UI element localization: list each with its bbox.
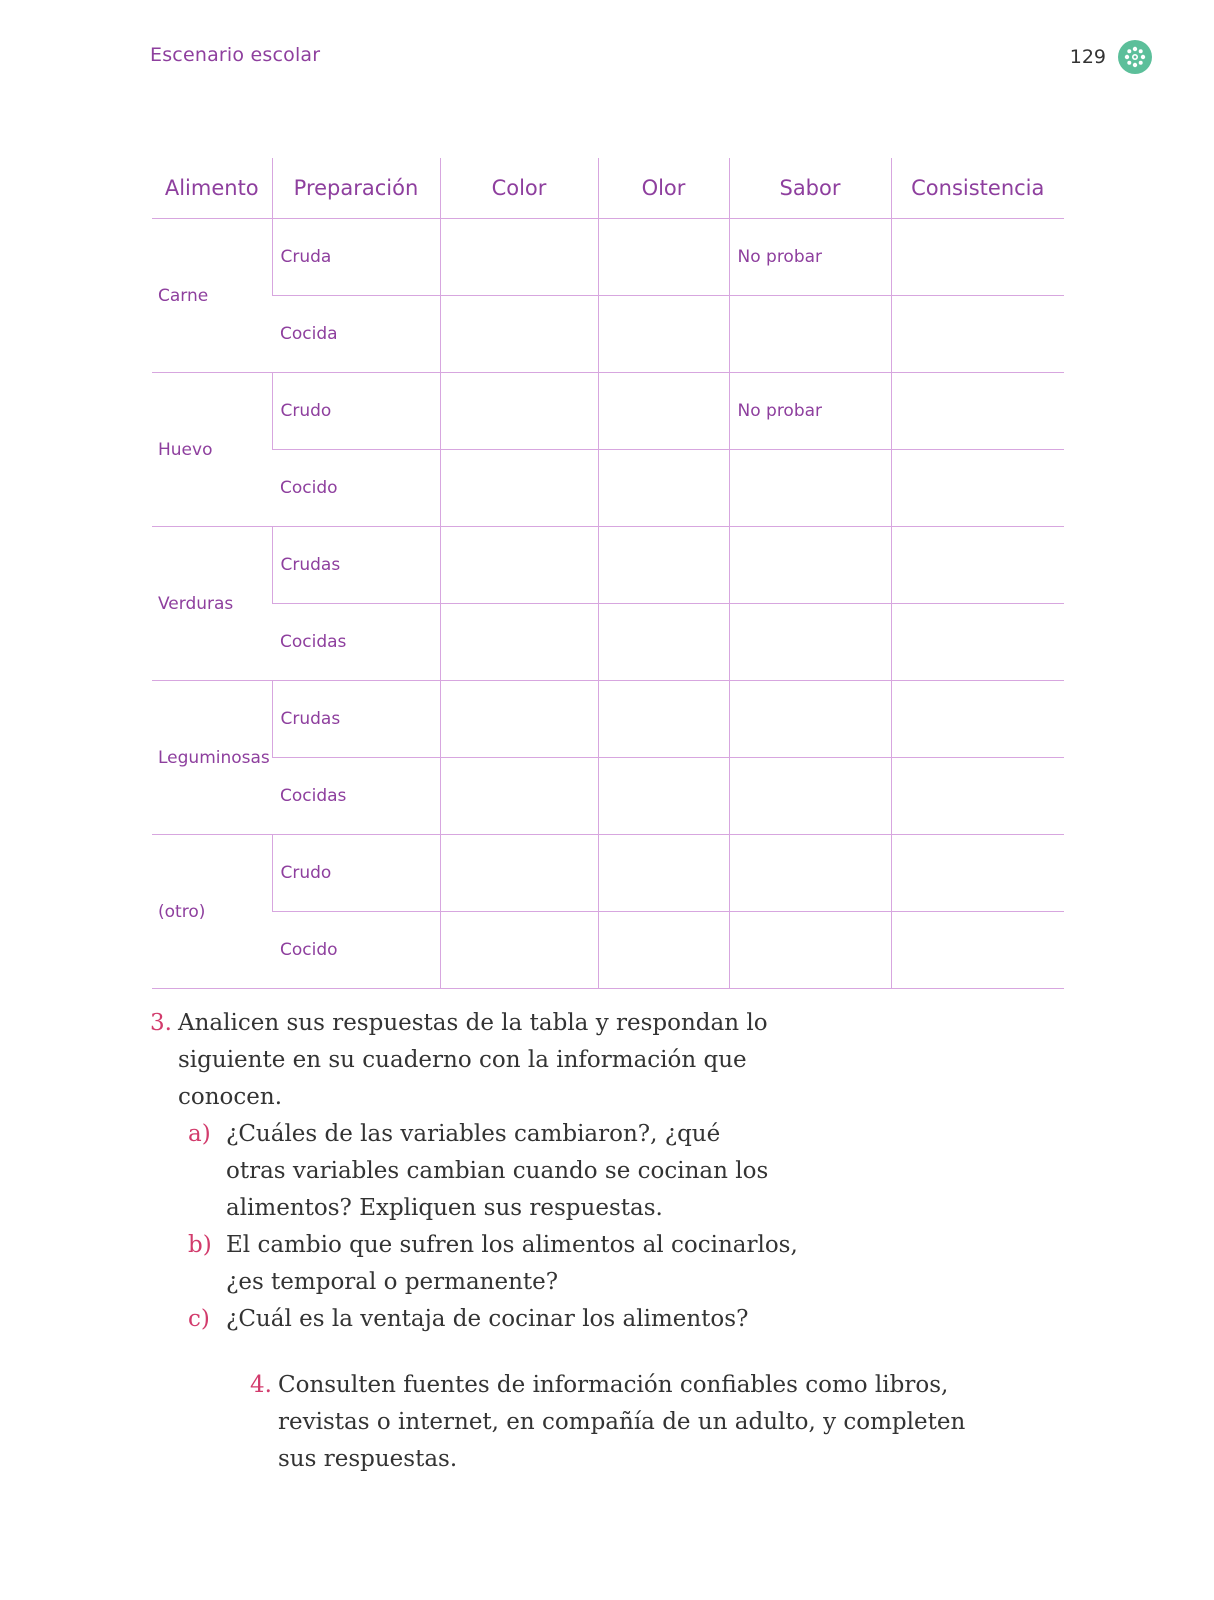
prep-cell: Cocido xyxy=(272,450,440,527)
color-cell[interactable] xyxy=(440,604,598,681)
sabor-cell[interactable] xyxy=(729,604,891,681)
color-cell[interactable] xyxy=(440,450,598,527)
olor-cell[interactable] xyxy=(598,219,729,296)
sabor-cell[interactable] xyxy=(729,912,891,989)
food-cell: Leguminosas xyxy=(152,681,272,835)
activity-number: 3. xyxy=(150,1010,172,1036)
sabor-cell[interactable] xyxy=(729,681,891,758)
prep-cell: Crudas xyxy=(272,527,440,604)
column-header-color: Color xyxy=(440,158,598,219)
observation-table xyxy=(152,158,1064,989)
table-row xyxy=(152,681,1064,758)
section-title: Escenario escolar xyxy=(150,44,321,66)
olor-cell[interactable] xyxy=(598,758,729,835)
column-header-sabor: Sabor xyxy=(729,158,891,219)
olor-cell[interactable] xyxy=(598,912,729,989)
column-header-preparacion: Preparación xyxy=(272,158,440,219)
consistencia-cell[interactable] xyxy=(891,296,1064,373)
text-line: sus respuestas. xyxy=(278,1446,458,1472)
sabor-cell[interactable] xyxy=(729,758,891,835)
column-header-alimento: Alimento xyxy=(152,158,272,219)
question-list xyxy=(150,1116,850,1338)
color-cell[interactable] xyxy=(440,219,598,296)
consistencia-cell[interactable] xyxy=(891,912,1064,989)
table-row xyxy=(152,450,1064,527)
prep-cell: Cocida xyxy=(272,296,440,373)
sabor-cell[interactable] xyxy=(729,527,891,604)
text-line: conocen. xyxy=(178,1084,283,1110)
text-line: ¿es temporal o permanente? xyxy=(226,1269,559,1295)
text-line: otras variables cambian cuando se cocinan los xyxy=(226,1158,769,1184)
olor-cell[interactable] xyxy=(598,681,729,758)
text-line: ¿Cuál es la ventaja de cocinar los alimentos? xyxy=(226,1306,749,1332)
prep-cell: Cocidas xyxy=(272,604,440,681)
consistencia-cell[interactable] xyxy=(891,758,1064,835)
table-row xyxy=(152,835,1064,912)
food-cell[interactable]: (otro) xyxy=(152,835,272,989)
color-cell[interactable] xyxy=(440,527,598,604)
prep-cell: Crudas xyxy=(272,681,440,758)
color-cell[interactable] xyxy=(440,758,598,835)
table-header-row xyxy=(152,158,1064,219)
olor-cell[interactable] xyxy=(598,373,729,450)
text-line: siguiente en su cuaderno con la información que xyxy=(178,1047,747,1073)
gear-flower-icon xyxy=(1118,40,1152,74)
text-line: Analicen sus respuestas de la tabla y respondan lo xyxy=(178,1010,768,1036)
consistencia-cell[interactable] xyxy=(891,835,1064,912)
text-line: El cambio que sufren los alimentos al cocinarlos, xyxy=(226,1232,798,1258)
activity-number: 4. xyxy=(250,1372,272,1398)
sabor-cell[interactable] xyxy=(729,450,891,527)
consistencia-cell[interactable] xyxy=(891,219,1064,296)
olor-cell[interactable] xyxy=(598,604,729,681)
text-line: ¿Cuáles de las variables cambiaron?, ¿qué xyxy=(226,1121,721,1147)
question-c xyxy=(188,1301,850,1338)
question-b xyxy=(188,1227,850,1301)
consistencia-cell[interactable] xyxy=(891,450,1064,527)
table-row xyxy=(152,527,1064,604)
table-row xyxy=(152,604,1064,681)
color-cell[interactable] xyxy=(440,373,598,450)
text-line: alimentos? Expliquen sus respuestas. xyxy=(226,1195,663,1221)
column-header-consistencia: Consistencia xyxy=(891,158,1064,219)
text-line: Consulten fuentes de información confiables como libros, xyxy=(278,1372,949,1398)
activity-3-intro xyxy=(150,1005,850,1116)
food-cell: Verduras xyxy=(152,527,272,681)
prep-cell: Crudo xyxy=(272,835,440,912)
table-row xyxy=(152,373,1064,450)
question-a xyxy=(188,1116,850,1227)
food-cell: Huevo xyxy=(152,373,272,527)
prep-cell: Cocidas xyxy=(272,758,440,835)
olor-cell[interactable] xyxy=(598,835,729,912)
color-cell[interactable] xyxy=(440,912,598,989)
prep-cell: Cocido xyxy=(272,912,440,989)
color-cell[interactable] xyxy=(440,835,598,912)
color-cell[interactable] xyxy=(440,296,598,373)
prep-cell: Cruda xyxy=(272,219,440,296)
activity-4 xyxy=(250,1367,1010,1478)
color-cell[interactable] xyxy=(440,681,598,758)
sabor-cell: No probar xyxy=(729,373,891,450)
column-header-olor: Olor xyxy=(598,158,729,219)
consistencia-cell[interactable] xyxy=(891,681,1064,758)
olor-cell[interactable] xyxy=(598,450,729,527)
page-number: 129 xyxy=(1069,46,1106,68)
question-label: a) xyxy=(188,1121,211,1147)
sabor-cell[interactable] xyxy=(729,835,891,912)
page-header-right xyxy=(1070,40,1152,74)
activity-3 xyxy=(150,1005,850,1338)
prep-cell: Crudo xyxy=(272,373,440,450)
question-label: b) xyxy=(188,1232,212,1258)
observation-table-wrap xyxy=(152,158,1064,989)
question-label: c) xyxy=(188,1306,210,1332)
sabor-cell[interactable] xyxy=(729,296,891,373)
activity-4-text xyxy=(250,1367,1010,1478)
consistencia-cell[interactable] xyxy=(891,604,1064,681)
olor-cell[interactable] xyxy=(598,296,729,373)
olor-cell[interactable] xyxy=(598,527,729,604)
sabor-cell: No probar xyxy=(729,219,891,296)
table-row xyxy=(152,296,1064,373)
consistencia-cell[interactable] xyxy=(891,373,1064,450)
table-row xyxy=(152,758,1064,835)
food-cell: Carne xyxy=(152,219,272,373)
table-row xyxy=(152,912,1064,989)
consistencia-cell[interactable] xyxy=(891,527,1064,604)
text-line: revistas o internet, en compañía de un adulto, y completen xyxy=(278,1409,966,1435)
table-row xyxy=(152,219,1064,296)
